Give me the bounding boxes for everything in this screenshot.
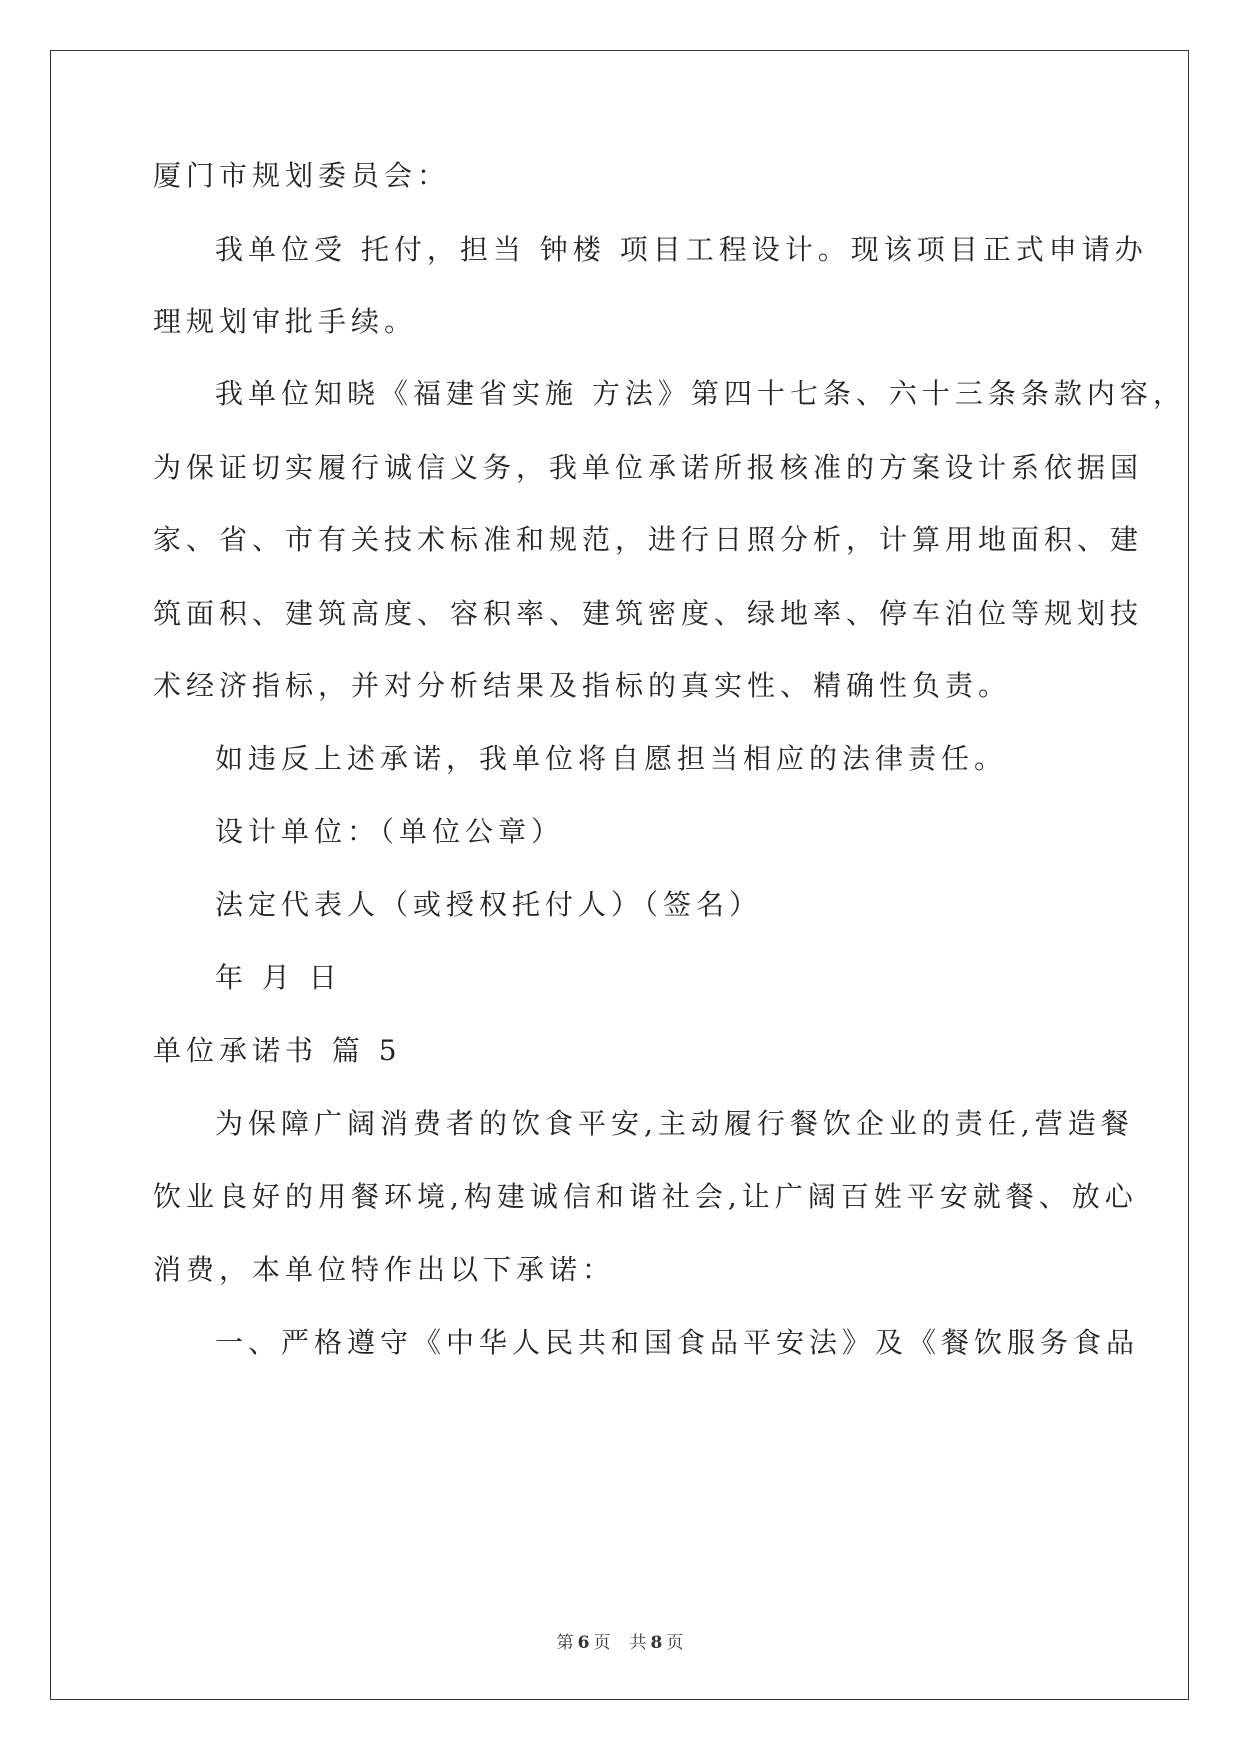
paragraph-line: 为保障广阔消费者的饮食平安,主动履行餐饮企业的责任,营造餐 (215, 1107, 1134, 1140)
date-line: 年 月 日 (215, 961, 342, 994)
paragraph-line: 理规划审批手续。 (153, 305, 418, 338)
page-suffix: 页 (666, 1633, 685, 1653)
paragraph-line: 为保证切实履行诚信义务，我单位承诺所报核准的方案设计系依据国 (153, 451, 1144, 484)
page-number-footer (0, 1628, 1241, 1653)
page-prefix: 第 (556, 1633, 575, 1653)
section-heading: 单位承诺书 篇 5 (153, 1034, 402, 1067)
paragraph-line: 如违反上述承诺，我单位将自愿担当相应的法律责任。 (215, 742, 1008, 775)
current-page-number: 6 (577, 1633, 591, 1653)
paragraph-line: 术经济指标，并对分析结果及指标的真实性、精确性负责。 (153, 669, 1012, 702)
signature-unit-line: 设计单位：（单位公章） (215, 815, 565, 848)
total-page-number: 8 (650, 1633, 664, 1653)
salutation: 厦门市规划委员会： (153, 159, 451, 192)
paragraph-line: 消费，本单位特作出以下承诺： (153, 1253, 616, 1286)
paragraph-line: 筑面积、建筑高度、容积率、建筑密度、绿地率、停车泊位等规划技 (153, 597, 1144, 630)
paragraph-line: 我单位知晓《福建省实施 方法》第四十七条、六十三条条款内容， (215, 377, 1186, 410)
paragraph-line: 我单位受 托付，担当 钟楼 项目工程设计。现该项目正式申请办 (215, 233, 1148, 266)
paragraph-line: 一、严格遵守《中华人民共和国食品平安法》及《餐饮服务食品 (215, 1326, 1140, 1359)
signature-representative-line: 法定代表人（或授权托付人）（签名） (215, 888, 763, 921)
page-border (50, 50, 1189, 1700)
page-middle-text: 页 共 (593, 1633, 648, 1653)
paragraph-line: 饮业良好的用餐环境,构建诚信和谐社会,让广阔百姓平安就餐、放心 (153, 1180, 1138, 1213)
paragraph-line: 家、省、市有关技术标准和规范，进行日照分析，计算用地面积、建 (153, 523, 1144, 556)
